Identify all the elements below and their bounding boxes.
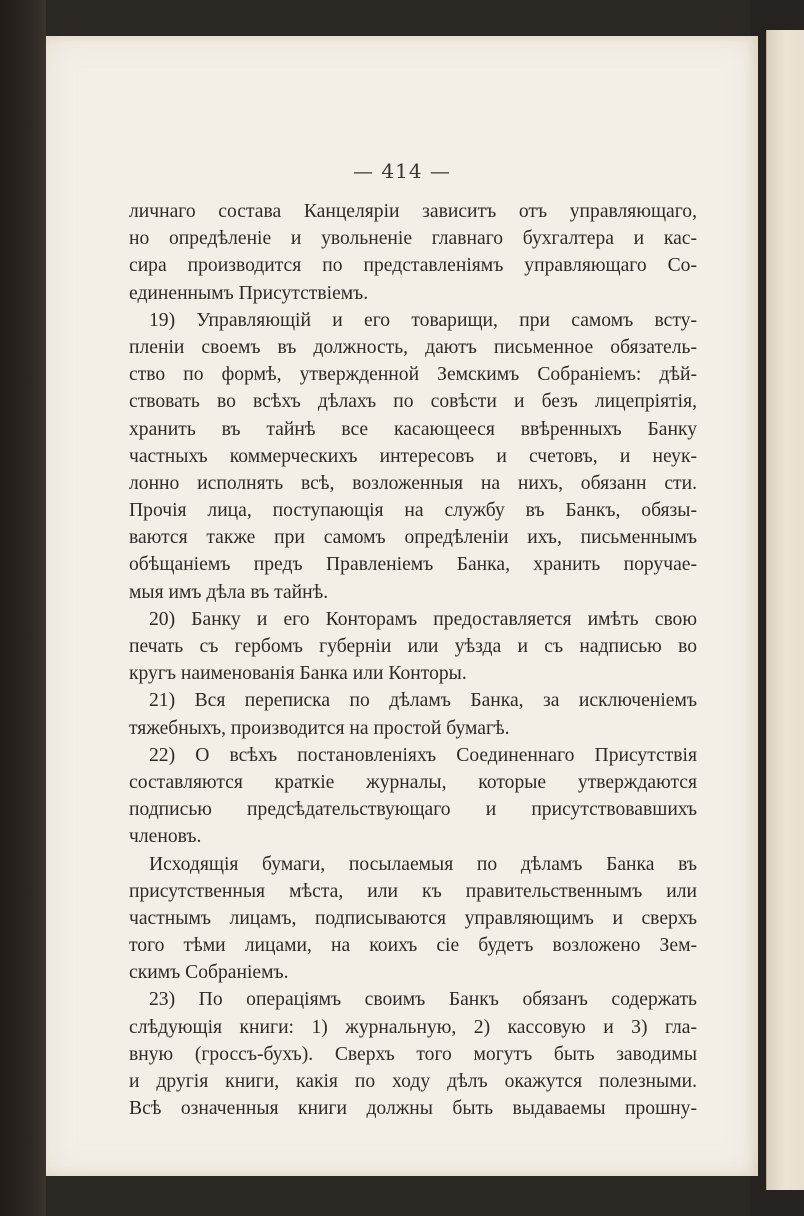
text-line: ваются также при самомъ опредѣленіи ихъ, письменнымъ xyxy=(129,527,697,549)
text-line: ство по формѣ, утвержденной Земскимъ Собраніемъ: дѣй- xyxy=(129,364,697,386)
text-line: 20) Банку и его Конторамъ предоставляется имѣть свою xyxy=(149,608,697,630)
page-body-text xyxy=(129,198,697,1122)
text-line: личнаго состава Канцеляріи зависитъ отъ управляющаго, xyxy=(129,201,697,222)
text-line: вную (гроссъ-бухъ). Сверхъ того могутъ быть заводимы xyxy=(129,1043,697,1065)
text-line: частныхъ коммерческихъ интересовъ и счетовъ, и неук- xyxy=(129,445,697,467)
text-line: Всѣ означенныя книги должны быть выдаваемы прошну- xyxy=(129,1098,697,1120)
text-line: слѣдующія книги: 1) журнальную, 2) кассовую и 3) гла- xyxy=(129,1016,697,1038)
text-line: скимъ Собраніемъ. xyxy=(129,962,289,984)
text-line: составляются краткіе журналы, которые утверждаются xyxy=(129,771,697,793)
text-line: лонно исполнять всѣ, возложенныя на нихъ, обязанн сти. xyxy=(129,472,697,494)
text-line: мыя имъ дѣла въ тайнѣ. xyxy=(129,581,329,603)
text-line: сира производится по представленіямъ управляющаго Со- xyxy=(129,255,697,277)
text-line: Прочія лица, поступающія на службу въ Банкъ, обязы- xyxy=(129,500,697,522)
text-line: подписью предсѣдательствующаго и присутствовавшихъ xyxy=(129,799,697,821)
text-line: печать съ гербомъ губерніи или уѣзда и съ надписью во xyxy=(129,636,697,657)
next-page-edge xyxy=(766,30,804,1190)
text-line: 21) Вся переписка по дѣламъ Банка, за исключеніемъ xyxy=(149,690,697,712)
text-line: пленіи своемъ въ должность, даютъ письменное обязатель- xyxy=(129,336,697,358)
page-number: — 414 — xyxy=(353,159,451,183)
text-line: членовъ. xyxy=(129,826,202,848)
text-line: обѣщаніемъ предъ Правленіемъ Банка, хранить поручае- xyxy=(129,554,697,576)
text-line: 22) О всѣхъ постановленіяхъ Соединеннаго Присутствія xyxy=(149,744,697,766)
text-line: кругъ наименованія Банка или Конторы. xyxy=(129,663,467,685)
text-line: 19) Управляющій и его товарищи, при самомъ всту- xyxy=(149,309,697,331)
text-line: 23) По операціямъ своимъ Банкъ обязанъ содержать xyxy=(149,989,697,1011)
book-binding-left xyxy=(0,0,46,1216)
text-line: тяжебныхъ, производится на простой бумагѣ. xyxy=(129,717,510,739)
text-line: присутственныя мѣста, или къ правительственнымъ или xyxy=(129,880,697,902)
text-line: ствовать во всѣхъ дѣлахъ по совѣсти и безъ лицепріятія, xyxy=(129,391,697,413)
text-line: и другія книги, какія по ходу дѣлъ окажутся полезными. xyxy=(129,1071,697,1092)
text-line: частнымъ лицамъ, подписываются управляющимъ и сверхъ xyxy=(129,907,697,929)
text-line: того тѣми лицами, на коихъ сіе будетъ возложено Зем- xyxy=(129,935,697,957)
text-line: Исходящія бумаги, посылаемыя по дѣламъ Банка въ xyxy=(149,853,697,875)
text-line: единеннымъ Присутствіемъ. xyxy=(129,282,369,304)
text-line: но опредѣленіе и увольненіе главнаго бухгалтера и кас- xyxy=(129,228,697,250)
text-line: хранить въ тайнѣ все касающееся ввѣренныхъ Банку xyxy=(129,418,697,440)
book-page xyxy=(46,36,758,1176)
